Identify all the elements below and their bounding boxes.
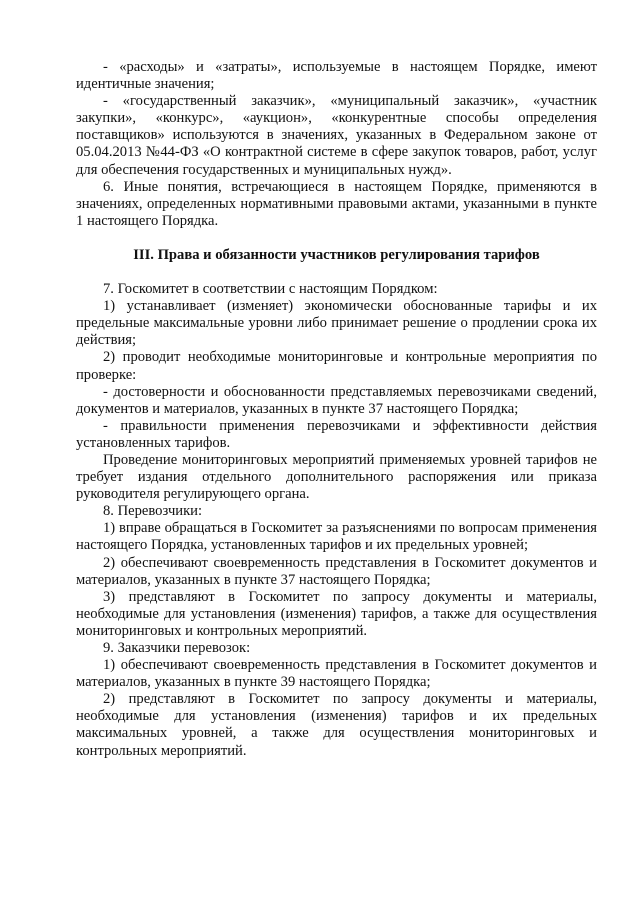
paragraph-item-8-3: 3) представляют в Госкомитет по запросу документы и материалы, необходимые для установления (изменения) тарифов, а также для осуществления мониторинговых и контрольных мероприятий. [76,588,597,639]
section-heading: III. Права и обязанности участников регулирования тарифов [133,246,540,263]
paragraph-item-6: 6. Иные понятия, встречающиеся в настоящем Порядке, применяются в значениях, определенных нормативными правовыми актами, указанными в пункте 1 настоящего Порядка. [76,178,597,229]
paragraph-monitoring-note: Проведение мониторинговых мероприятий применяемых уровней тарифов не требует издания отдельного дополнительного распоряжения или приказа руководителя регулирующего органа. [76,451,597,503]
paragraph-customer-terms: - «государственный заказчик», «муниципальный заказчик», «участник закупки», «конкурс», «аукцион», «конкурентные способы определения поставщиков» используются в значениях, указанных в Федеральном законе от 05.04.2013 №44-ФЗ «О контрактной системе в сфере закупок товаров, работ, услуг для обеспечения государственных и муниципальных нужд». [76,93,597,178]
paragraph-item-7: 7. Госкомитет в соответствии с настоящим Порядком: [103,281,438,298]
paragraph-item-8-2: 2) обеспечивают своевременность представления в Госкомитет документов и материалов, указанных в пункте 37 настоящего Порядка; [76,554,597,588]
paragraph-expenses-definition: - «расходы» и «затраты», используемые в настоящем Порядке, имеют идентичные значения; [76,59,597,93]
document-page [76,59,597,760]
paragraph-item-9-1: 1) обеспечивают своевременность представления в Госкомитет документов и материалов, указанных в пункте 39 настоящего Порядка; [76,657,597,691]
paragraph-item-8: 8. Перевозчики: [103,503,203,520]
paragraph-item-7-2-a: - достоверности и обоснованности представляемых перевозчиками сведений, документов и материалов, указанных в пункте 37 настоящего Порядка; [76,383,597,417]
paragraph-item-9-2: 2) представляют в Госкомитет по запросу документы и материалы, необходимые для установления (изменения) тарифов и их предельных максимальных уровней, а также для осуществления мониторинговых и контрольных мероприятий. [76,691,597,759]
paragraph-item-7-2: 2) проводит необходимые мониторинговые и контрольные мероприятия по проверке: [76,349,597,383]
paragraph-item-8-1: 1) вправе обращаться в Госкомитет за разъяснениями по вопросам применения настоящего Порядка, установленных тарифов и их предельных уровней; [76,520,597,554]
paragraph-item-9: 9. Заказчики перевозок: [103,640,251,656]
paragraph-item-7-1: 1) устанавливает (изменяет) экономически обоснованные тарифы и их предельные максимальные уровни либо принимает решение о продлении срока их действия; [76,298,597,349]
paragraph-item-7-2-b: - правильности применения перевозчиками и эффективности действия установленных тарифов. [76,417,597,451]
